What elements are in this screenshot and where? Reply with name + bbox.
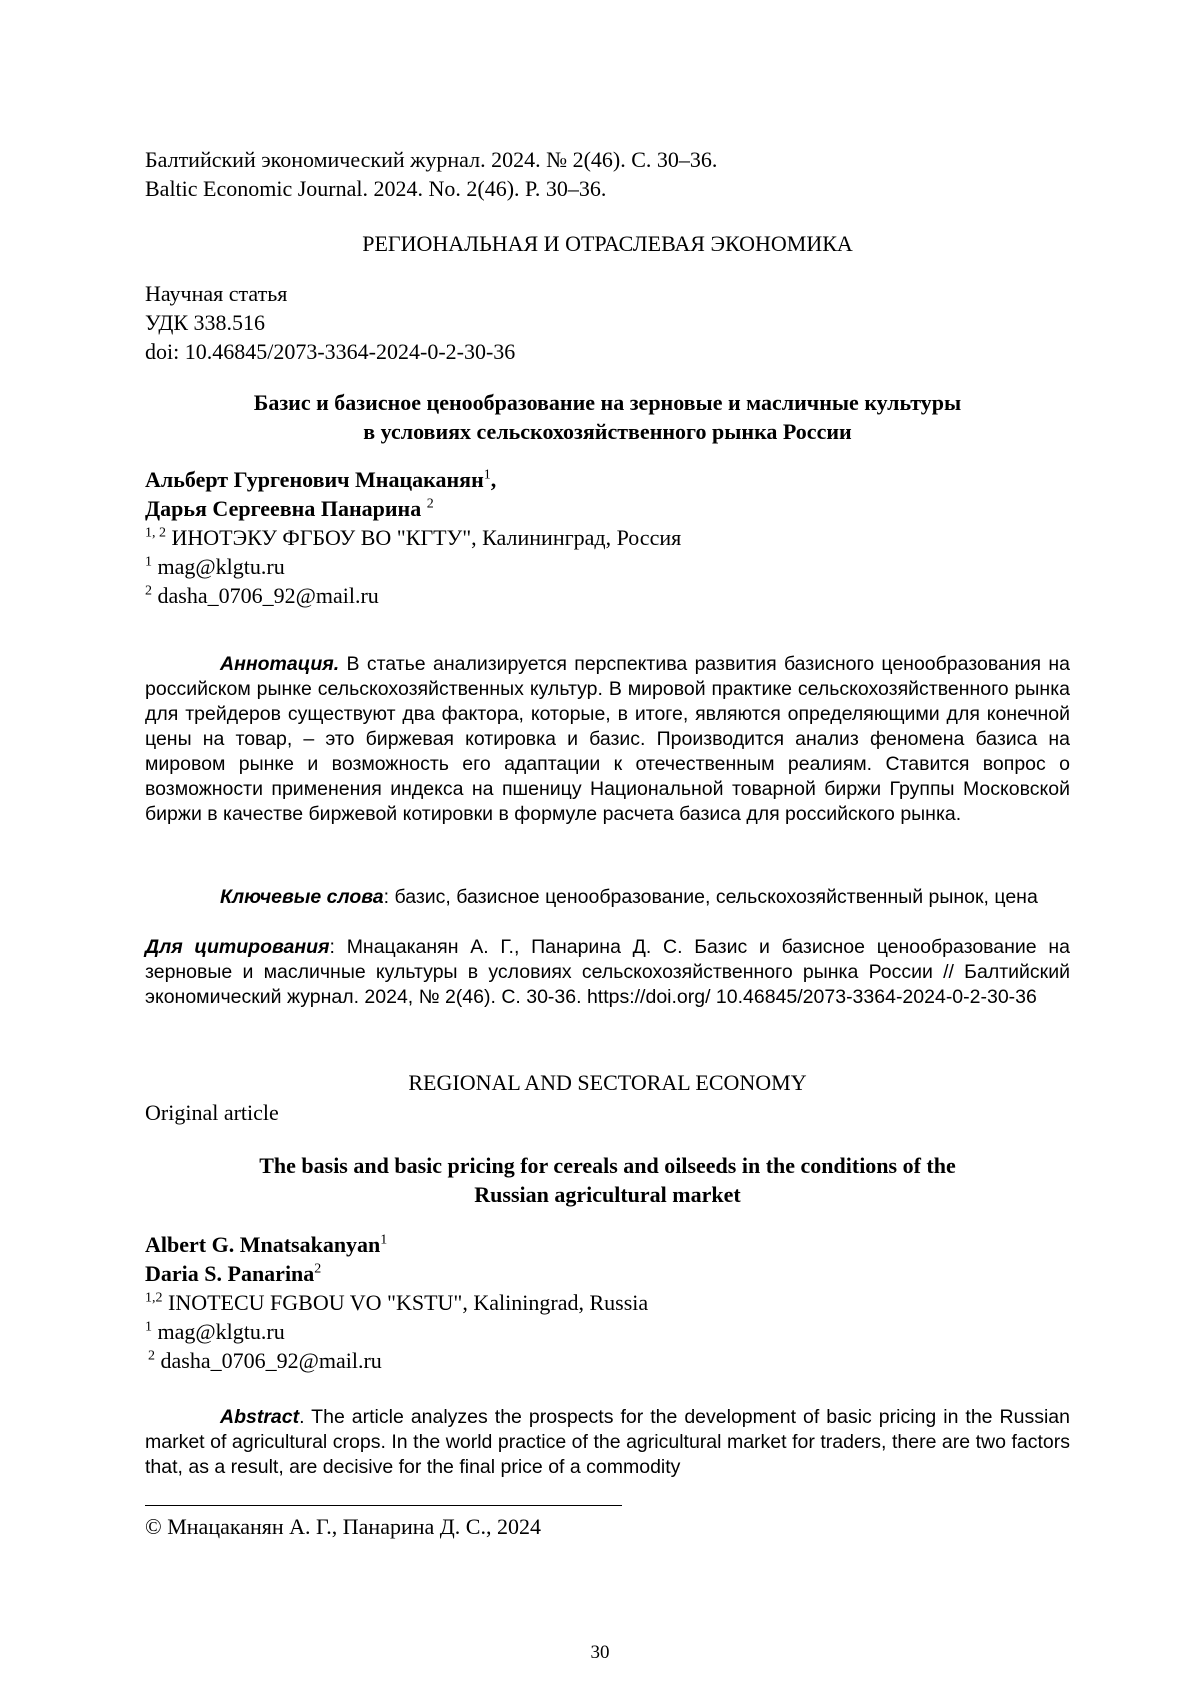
author1-en-sup: 1	[380, 1232, 388, 1248]
email2-en-sup: 2	[148, 1348, 155, 1364]
page-number: 30	[590, 1642, 610, 1663]
title-ru-line1: Базис и базисное ценообразование на зерновые и масличные культуры	[253, 390, 962, 415]
author1-ru-sup: 1	[483, 467, 491, 483]
email1-en-text: mag@klgtu.ru	[152, 1319, 285, 1344]
email1-en-sup: 1	[145, 1319, 152, 1335]
journal-ru: Балтийский экономический журнал. 2024. № 2(46). С. 30–36.	[145, 147, 718, 172]
email1-ru-text: mag@klgtu.ru	[152, 554, 285, 579]
abstract-en-text: . The article analyzes the prospects for the development of basic pricing in the Russian market of agricultural crops. In the world practice of the agricultural market for traders, there are two factors that, as a result, are decisive for the final price of a commodity	[145, 1406, 1070, 1478]
article-meta-ru	[145, 279, 1070, 366]
citation-ru	[145, 935, 1070, 1010]
affiliation-en	[145, 1288, 1070, 1317]
title-en-line2: Russian agricultural market	[474, 1182, 741, 1207]
copyright-footnote: © Мнацаканян А. Г., Панарина Д. С., 2024	[145, 1514, 541, 1539]
affiliation-en-sup: 1,2	[145, 1290, 163, 1306]
email2-en	[145, 1346, 1070, 1375]
citation-ru-label: Для цитирования	[145, 936, 330, 958]
author2-ru-name: Дарья Сергеевна Панарина	[145, 496, 427, 521]
footnote-rule	[145, 1505, 622, 1506]
affiliation-en-text: INOTECU FGBOU VO "KSTU", Kaliningrad, Russia	[162, 1290, 649, 1315]
title-ru-line2: в условиях сельскохозяйственного рынка России	[363, 419, 852, 444]
author1-en-name: Albert G. Mnatsakanyan	[145, 1232, 381, 1257]
udk: УДК 338.516	[145, 310, 266, 335]
article-type-ru: Научная статья	[145, 281, 288, 306]
citation-ru-text: : Мнацаканян А. Г., Панарина Д. С. Базис и базисное ценообразование на зерновые и масличные культуры в условиях сельскохозяйственного рынка России // Балтийский экономический журнал. 2024, № 2(46). С. 30-36. https://doi.org/ 10.46845/2073-3364-2024-0-2-30-36	[145, 936, 1070, 1008]
keywords-ru-text: : базис, базисное ценообразование, сельскохозяйственный рынок, цена	[383, 886, 1038, 908]
article-title-ru	[145, 388, 1070, 446]
author2-en-sup: 2	[314, 1261, 322, 1277]
section-en: REGIONAL AND SECTORAL ECONOMY	[408, 1070, 807, 1095]
abstract-ru-label: Аннотация.	[220, 653, 340, 675]
author2-en-name: Daria S. Panarina	[145, 1261, 315, 1286]
affiliation-ru-sup: 1, 2	[145, 525, 166, 541]
affiliation-ru-text: ИНОТЭКУ ФГБОУ ВО "КГТУ", Калининград, Россия	[166, 525, 682, 550]
author2-ru	[145, 494, 1070, 523]
affiliation-ru	[145, 523, 1070, 552]
keywords-ru-label: Ключевые слова	[220, 886, 384, 908]
email2-en-text: dasha_0706_92@mail.ru	[155, 1348, 382, 1373]
email1-ru	[145, 552, 1070, 581]
email1-ru-sup: 1	[145, 554, 152, 570]
journal-en: Baltic Economic Journal. 2024. No. 2(46). P. 30–36.	[145, 176, 607, 201]
author1-en	[145, 1230, 1070, 1259]
authors-ru	[145, 465, 1070, 610]
abstract-ru-text: В статье анализируется перспектива развития базисного ценообразования на российском рынке сельскохозяйственных культур. В мировой практике сельскохозяйственного рынка для трейдеров существуют два фактора, которые, в итоге, являются определяющими для конечной цены на товар, – это биржевая котировка и базис. Производится анализ феномена базиса на мировом рынке и возможность его адаптации к отечественным реалиям. Ставится вопрос о возможности применения индекса на пшеницу Национальной товарной биржи Группы Московской биржи в качестве биржевой котировки в формуле расчета базиса для российского рынка.	[145, 653, 1070, 825]
journal-header	[145, 145, 1070, 203]
abstract-en-label: Abstract	[220, 1406, 300, 1428]
email2-ru-text: dasha_0706_92@mail.ru	[152, 583, 379, 608]
section-ru: РЕГИОНАЛЬНАЯ И ОТРАСЛЕВАЯ ЭКОНОМИКА	[362, 231, 853, 256]
abstract-ru	[145, 652, 1070, 827]
author1-ru-name: Альберт Гургенович Мнацаканян	[145, 467, 484, 492]
author1-ru-comma: ,	[490, 467, 497, 492]
doi: doi: 10.46845/2073-3364-2024-0-2-30-36	[145, 339, 516, 364]
article-title-en	[145, 1151, 1070, 1209]
authors-en	[145, 1230, 1070, 1375]
article-type-en: Original article	[145, 1100, 279, 1125]
email2-ru	[145, 581, 1070, 610]
abstract-en	[145, 1405, 1070, 1480]
keywords-ru	[145, 885, 1070, 910]
email1-en	[145, 1317, 1070, 1346]
author2-en	[145, 1259, 1070, 1288]
email2-ru-sup: 2	[145, 583, 152, 599]
author2-ru-sup: 2	[426, 496, 434, 512]
author1-ru	[145, 465, 1070, 494]
title-en-line1: The basis and basic pricing for cereals and oilseeds in the conditions of the	[259, 1153, 956, 1178]
